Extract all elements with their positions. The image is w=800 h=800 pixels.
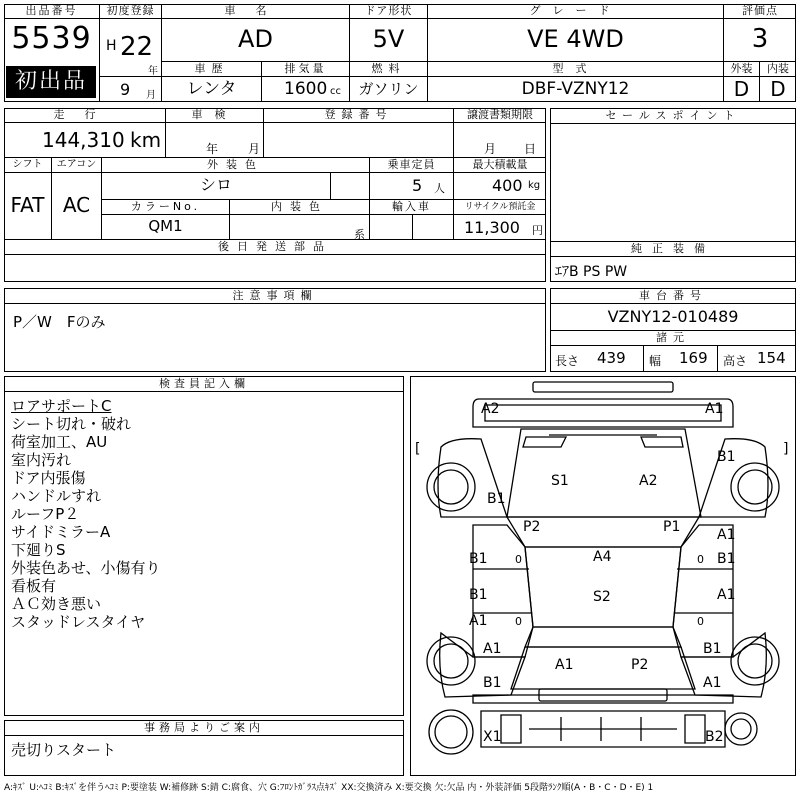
displacement-unit: cc <box>330 86 341 97</box>
score-cell <box>724 4 796 62</box>
displacement-cell <box>262 62 350 102</box>
model: DBF-VZNY12 <box>521 79 630 99</box>
door-label: ドア形状 <box>350 4 427 19</box>
model-label: 型式 <box>428 62 723 77</box>
shaken-cell <box>166 108 264 158</box>
inspect-item: サイドミラーA <box>11 523 111 541</box>
mark-quarter-rr-2: A1 <box>703 675 722 691</box>
score-label: 評価点 <box>724 4 796 19</box>
aircon-label: エアコン <box>52 158 101 173</box>
recycle-label: リサイクル預託金 <box>454 200 546 215</box>
inspect-item: 荷室加工、AU <box>11 433 108 451</box>
exterior-color-label: 外装色 <box>102 158 369 173</box>
displacement: 1600 <box>284 79 328 99</box>
recycle-unit: 円 <box>532 224 543 237</box>
mark-zero-4: 0 <box>697 615 704 628</box>
shift: FAT <box>10 193 45 217</box>
chassis-block <box>550 288 796 372</box>
notes-text: P／W Fのみ <box>13 313 106 331</box>
mark-quarter-rl: A1 <box>483 641 502 657</box>
history: レンタ <box>186 79 237 99</box>
seats-unit: 人 <box>434 182 445 195</box>
grade-cell <box>428 4 724 62</box>
later-parts-label: 後日発送部品 <box>4 240 546 255</box>
shift-label: シフト <box>4 158 51 173</box>
genuine-equipment-label: 純正装備 <box>551 242 795 257</box>
height-label: 高さ <box>723 354 748 368</box>
inspect-item: ルーフP２ <box>11 505 80 523</box>
mark-bottom-right: B2 <box>705 729 724 745</box>
shaken-label: 車検 <box>166 108 263 123</box>
shaken-year-unit: 年 <box>206 142 219 156</box>
registration-number-label: 登録番号 <box>264 108 453 123</box>
mark-door-rr: A1 <box>717 587 736 603</box>
mark-front-right: A1 <box>705 401 724 417</box>
year-unit: 年 <box>148 66 158 77</box>
color-number-label: カラーNo. <box>102 200 229 215</box>
mark-bracket-right: ] <box>783 441 789 457</box>
mark-zero-3: 0 <box>515 615 522 628</box>
grade-label: グレード <box>428 4 723 19</box>
sales-point-block <box>550 108 796 282</box>
mark-door-rl: B1 <box>469 587 488 603</box>
aircon: AC <box>62 193 91 217</box>
chassis-label: 車台番号 <box>551 289 795 304</box>
transfer-docs-label: 譲渡書類期限 <box>454 108 546 123</box>
seats: 5 <box>412 176 423 195</box>
max-load-cell <box>454 158 546 200</box>
shaken-month-unit: 月 <box>248 142 261 156</box>
mark-quarter-rl-2: B1 <box>483 675 502 691</box>
mark-pillar-left: P2 <box>523 519 541 535</box>
import-label: 輸入車 <box>370 200 453 215</box>
mark-bracket-left: [ <box>415 441 421 457</box>
color-number-cell <box>102 200 230 240</box>
mark-front-left: A2 <box>481 401 500 417</box>
color-number: QM1 <box>148 217 183 235</box>
car-name: AD <box>238 25 273 53</box>
import-cell <box>370 200 454 240</box>
mark-rear-left: A1 <box>555 657 574 673</box>
registration-number-cell <box>264 108 454 158</box>
chassis-number: VZNY12-010489 <box>551 304 795 331</box>
inspector-list <box>11 397 161 631</box>
recycle-amount: 11,300 <box>464 218 520 237</box>
exterior-grade-cell <box>724 62 760 102</box>
reg-month: 9 <box>120 80 131 99</box>
office-label: 事務局よりご案内 <box>5 721 403 736</box>
shift-cell <box>4 158 52 240</box>
max-load: 400 <box>492 176 523 195</box>
first-listing-badge: 初出品 <box>6 66 96 98</box>
door-type: 5V <box>372 25 405 53</box>
mileage: 144,310 <box>42 128 125 152</box>
mark-door-fr: A1 <box>717 527 736 543</box>
score: 3 <box>751 24 769 54</box>
mark-bottom-left: X1 <box>483 729 502 745</box>
fuel-cell <box>350 62 428 102</box>
sales-point-label: セールスポイント <box>551 109 795 124</box>
mark-zero-1: 0 <box>515 553 522 566</box>
interior-label: 内装 <box>760 62 796 77</box>
mark-fender-fl: B1 <box>487 491 506 507</box>
inspect-item: ロアサポートC <box>11 397 112 415</box>
fuel-label: 燃料 <box>350 62 427 77</box>
genuine-equipment: ｴｱB PS PW <box>555 264 628 280</box>
grade: VE 4WD <box>527 25 624 53</box>
exterior-color: シロ <box>199 175 232 194</box>
model-cell <box>428 62 724 102</box>
inspect-item: 看板有 <box>11 577 57 595</box>
inspector-label: 検査員記入欄 <box>5 377 403 392</box>
displacement-label: 排気量 <box>262 62 349 77</box>
later-parts-cell <box>4 240 546 282</box>
interior-grade-cell <box>760 62 796 102</box>
exterior-color-cell <box>102 158 370 200</box>
inspect-item: スタッドレスタイヤ <box>11 613 146 631</box>
fuel: ガソリン <box>358 80 419 98</box>
car-name-cell <box>162 4 350 62</box>
office-block <box>4 720 404 776</box>
mark-hood-right: A2 <box>639 473 658 489</box>
car-outline <box>411 377 795 775</box>
inspect-item: ＡＣ効き悪い <box>11 595 102 613</box>
inspect-item: シート切れ・破れ <box>11 415 132 433</box>
interior-grade: D <box>770 77 786 101</box>
inspect-item: 室内汚れ <box>11 451 72 469</box>
door-cell <box>350 4 428 62</box>
seats-label: 乗車定員 <box>370 158 453 173</box>
reg-year: 22 <box>120 32 154 62</box>
mileage-unit: km <box>130 128 162 152</box>
mark-roof-rear: S2 <box>593 589 611 605</box>
length: 439 <box>597 349 626 367</box>
lot-number: 5539 <box>11 21 92 56</box>
width-label: 幅 <box>649 354 662 368</box>
history-cell <box>162 62 262 102</box>
mark-pillar-right: P1 <box>663 519 681 535</box>
mark-hood-left: S1 <box>551 473 569 489</box>
max-load-label: 最大積載量 <box>454 158 546 173</box>
transfer-month-unit: 月 <box>484 142 497 156</box>
mileage-label: 走行 <box>4 108 165 123</box>
exterior-label: 外装 <box>724 62 759 77</box>
mark-door-fl: B1 <box>469 551 488 567</box>
first-registration-cell <box>100 4 162 102</box>
transfer-docs-cell <box>454 108 546 158</box>
notes-label: 注意事項欄 <box>5 289 545 304</box>
notes-block <box>4 288 546 372</box>
interior-color-cell <box>230 200 370 240</box>
mileage-cell <box>4 108 166 158</box>
transfer-day-unit: 日 <box>524 142 537 156</box>
interior-color-unit: 系 <box>354 228 365 241</box>
mark-door-rl-2: A1 <box>469 613 488 629</box>
mark-rear-right: P2 <box>631 657 649 673</box>
mark-door-fr-2: B1 <box>717 551 736 567</box>
legend: A:ｷｽﾞ U:ﾍｺﾐ B:ｷｽﾞを伴うﾍｺﾐ P:要塗装 W:補修跡 S:錆 C:腐食、穴 G:ﾌﾛﾝﾄｶﾞﾗｽ点ｷｽﾞ XX:交換済み X:要交換 欠:欠品 内・外装評価 5段階ﾗﾝｸ順(A・B・C・D・E) 1 <box>4 783 654 793</box>
mark-zero-2: 0 <box>697 553 704 566</box>
inspect-item: ドア内張傷 <box>11 469 86 487</box>
mark-quarter-rr: B1 <box>703 641 722 657</box>
exterior-grade: D <box>733 77 750 101</box>
inspect-item: 外装色あせ、小傷有り <box>11 559 161 577</box>
aircon-cell <box>52 158 102 240</box>
history-label: 車歴 <box>162 62 261 77</box>
mark-roof: A4 <box>593 549 612 565</box>
mark-fender-fr: B1 <box>717 449 736 465</box>
car-name-label: 車名 <box>162 4 349 19</box>
recycle-cell <box>454 200 546 240</box>
lot-number-cell <box>4 4 100 102</box>
inspect-item: 下廻りS <box>11 541 66 559</box>
lot-number-label: 出品番号 <box>4 4 99 19</box>
spec-label: 諸元 <box>551 331 795 346</box>
inspect-item: ハンドルすれ <box>11 487 102 505</box>
length-label: 長さ <box>555 354 580 368</box>
max-load-unit: kg <box>528 180 541 191</box>
height: 154 <box>757 349 786 367</box>
office-text: 売切りスタート <box>11 741 117 759</box>
interior-color-label: 内装色 <box>230 200 369 215</box>
month-unit: 月 <box>146 90 156 101</box>
damage-diagram <box>410 376 796 776</box>
era: H <box>106 38 117 54</box>
inspector-block <box>4 376 404 716</box>
first-registration-label: 初度登録 <box>100 4 161 19</box>
seats-cell <box>370 158 454 200</box>
width: 169 <box>679 349 708 367</box>
dimensions-row <box>551 346 795 371</box>
